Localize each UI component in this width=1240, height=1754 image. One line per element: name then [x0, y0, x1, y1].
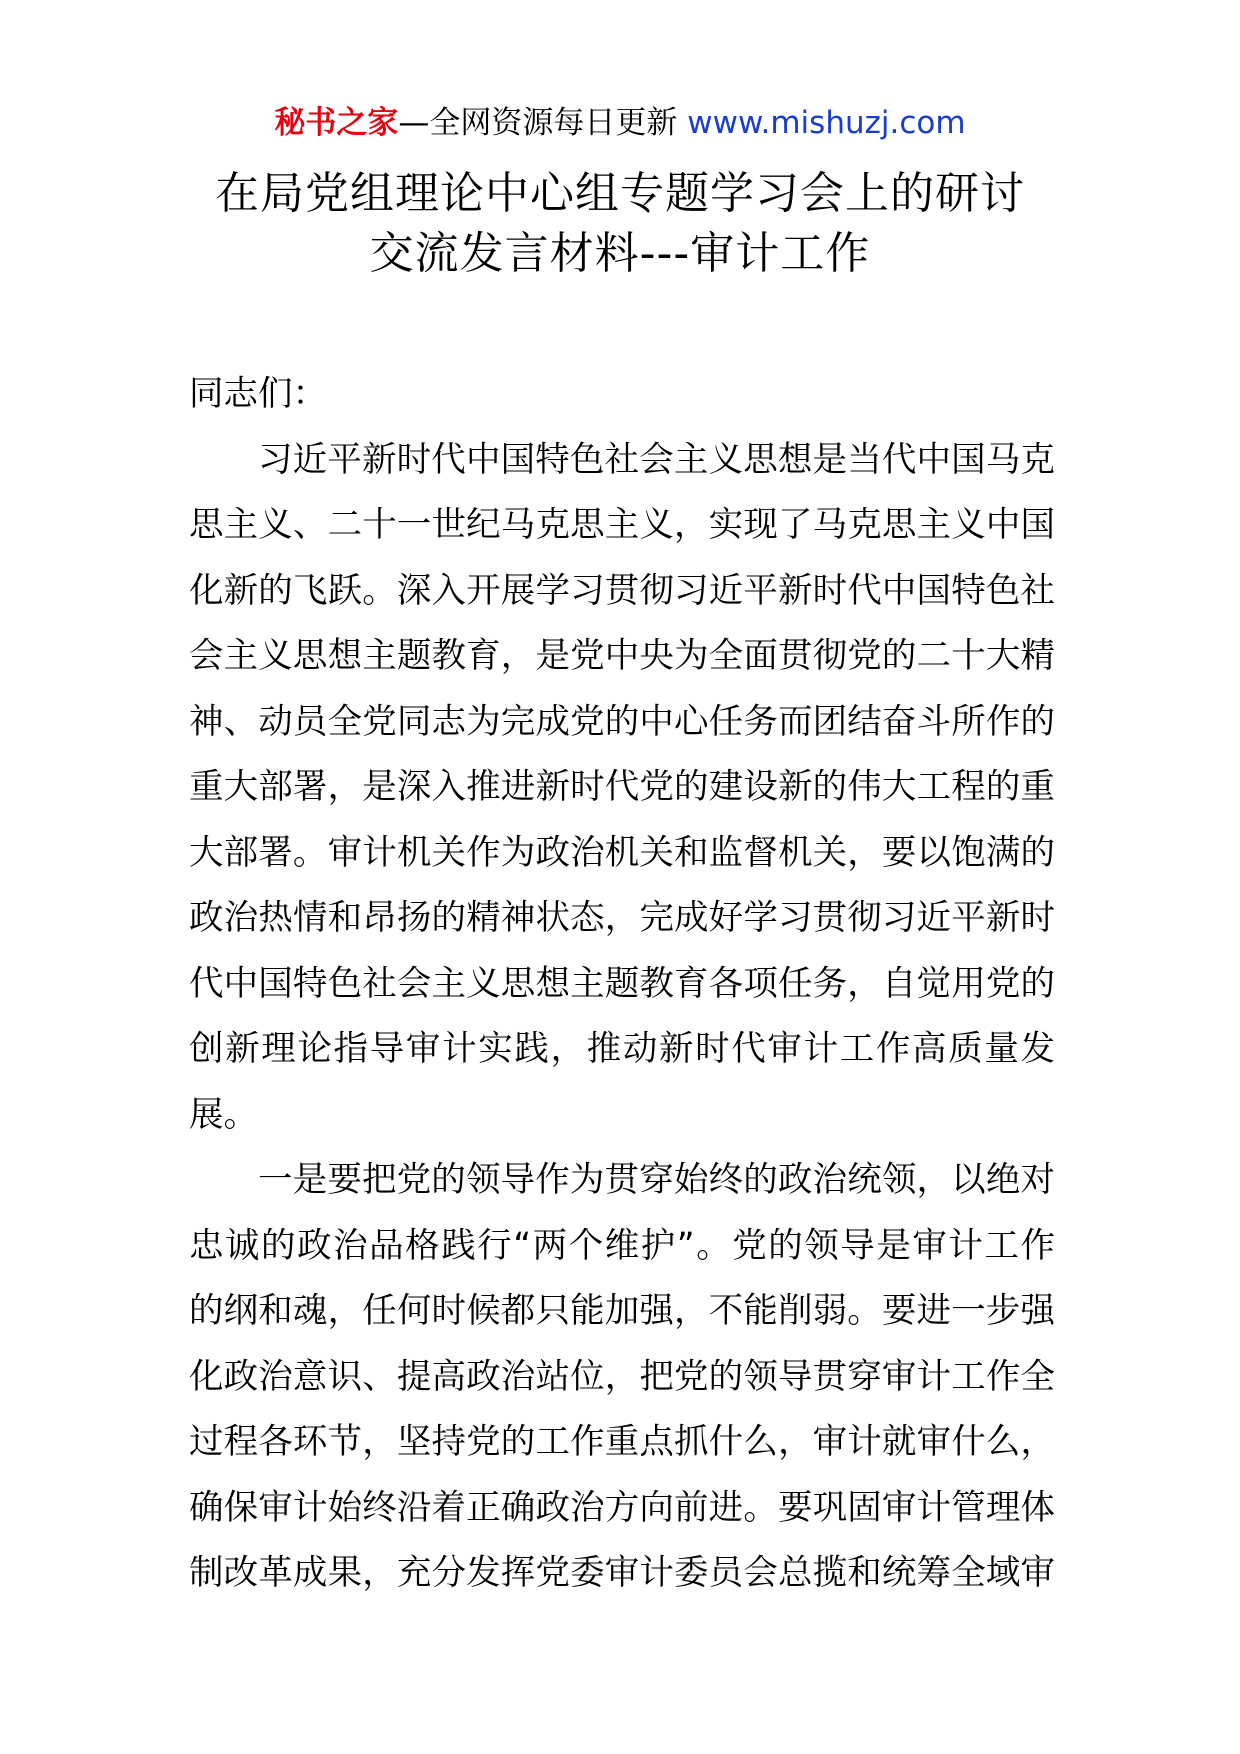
document-body: [189, 362, 1055, 1607]
title-line-1: 在局党组理论中心组专题学习会上的研讨: [215, 168, 1025, 219]
paragraph-line: 会主义思想主题教育，是党中央为全面贯彻党的二十大精: [189, 636, 1055, 676]
greeting: 同志们：: [189, 374, 327, 414]
title-line-2: 交流发言材料---审计工作: [369, 228, 871, 279]
paragraph-line: 神、动员全党同志为完成党的中心任务而团结奋斗所作的: [189, 701, 1055, 742]
paragraph-line: 政治热情和昂扬的精神状态，完成好学习贯彻习近平新时: [189, 898, 1055, 938]
brand-name: 秘书之家: [274, 105, 399, 141]
paragraph-1: [189, 428, 1055, 1149]
header-url-link[interactable]: www.mishuzj.com: [687, 105, 966, 141]
header-slogan: —全网资源每日更新: [398, 105, 678, 141]
site-header: [0, 100, 1240, 146]
paragraph-2: [189, 1148, 1055, 1607]
paragraph-line: 代中国特色社会主义思想主题教育各项任务，自觉用党的: [189, 963, 1055, 1004]
paragraph-line: 化政治意识、提高政治站位，把党的领导贯穿审计工作全: [189, 1356, 1055, 1397]
paragraph-line: 一是要把党的领导作为贯穿始终的政治统领，以绝对: [258, 1160, 1055, 1200]
paragraph-line: 创新理论指导审计实践，推动新时代审计工作高质量发: [189, 1029, 1055, 1069]
paragraph-line: 的纲和魂，任何时候都只能加强，不能削弱。要进一步强: [189, 1291, 1055, 1331]
paragraph-line: 过程各环节，坚持党的工作重点抓什么，审计就审什么，: [189, 1422, 1055, 1462]
paragraph-line: 制改革成果，充分发挥党委审计委员会总揽和统筹全域审: [189, 1553, 1055, 1593]
paragraph-line: 忠诚的政治品格践行“两个维护”。党的领导是审计工作: [189, 1225, 1055, 1266]
paragraph-line: 化新的飞跃。深入开展学习贯彻习近平新时代中国特色社: [189, 570, 1055, 611]
paragraph-line: 大部署。审计机关作为政治机关和监督机关，要以饱满的: [189, 832, 1055, 873]
paragraph-line: 展。: [189, 1094, 258, 1135]
paragraph-line: 思主义、二十一世纪马克思主义，实现了马克思主义中国: [189, 505, 1055, 545]
paragraph-line: 确保审计始终沿着正确政治方向前进。要巩固审计管理体: [189, 1487, 1055, 1528]
paragraph-line: 重大部署，是深入推进新时代党的建设新的伟大工程的重: [189, 767, 1055, 807]
document-title: [150, 164, 1090, 284]
paragraph-line: 习近平新时代中国特色社会主义思想是当代中国马克: [258, 439, 1055, 480]
